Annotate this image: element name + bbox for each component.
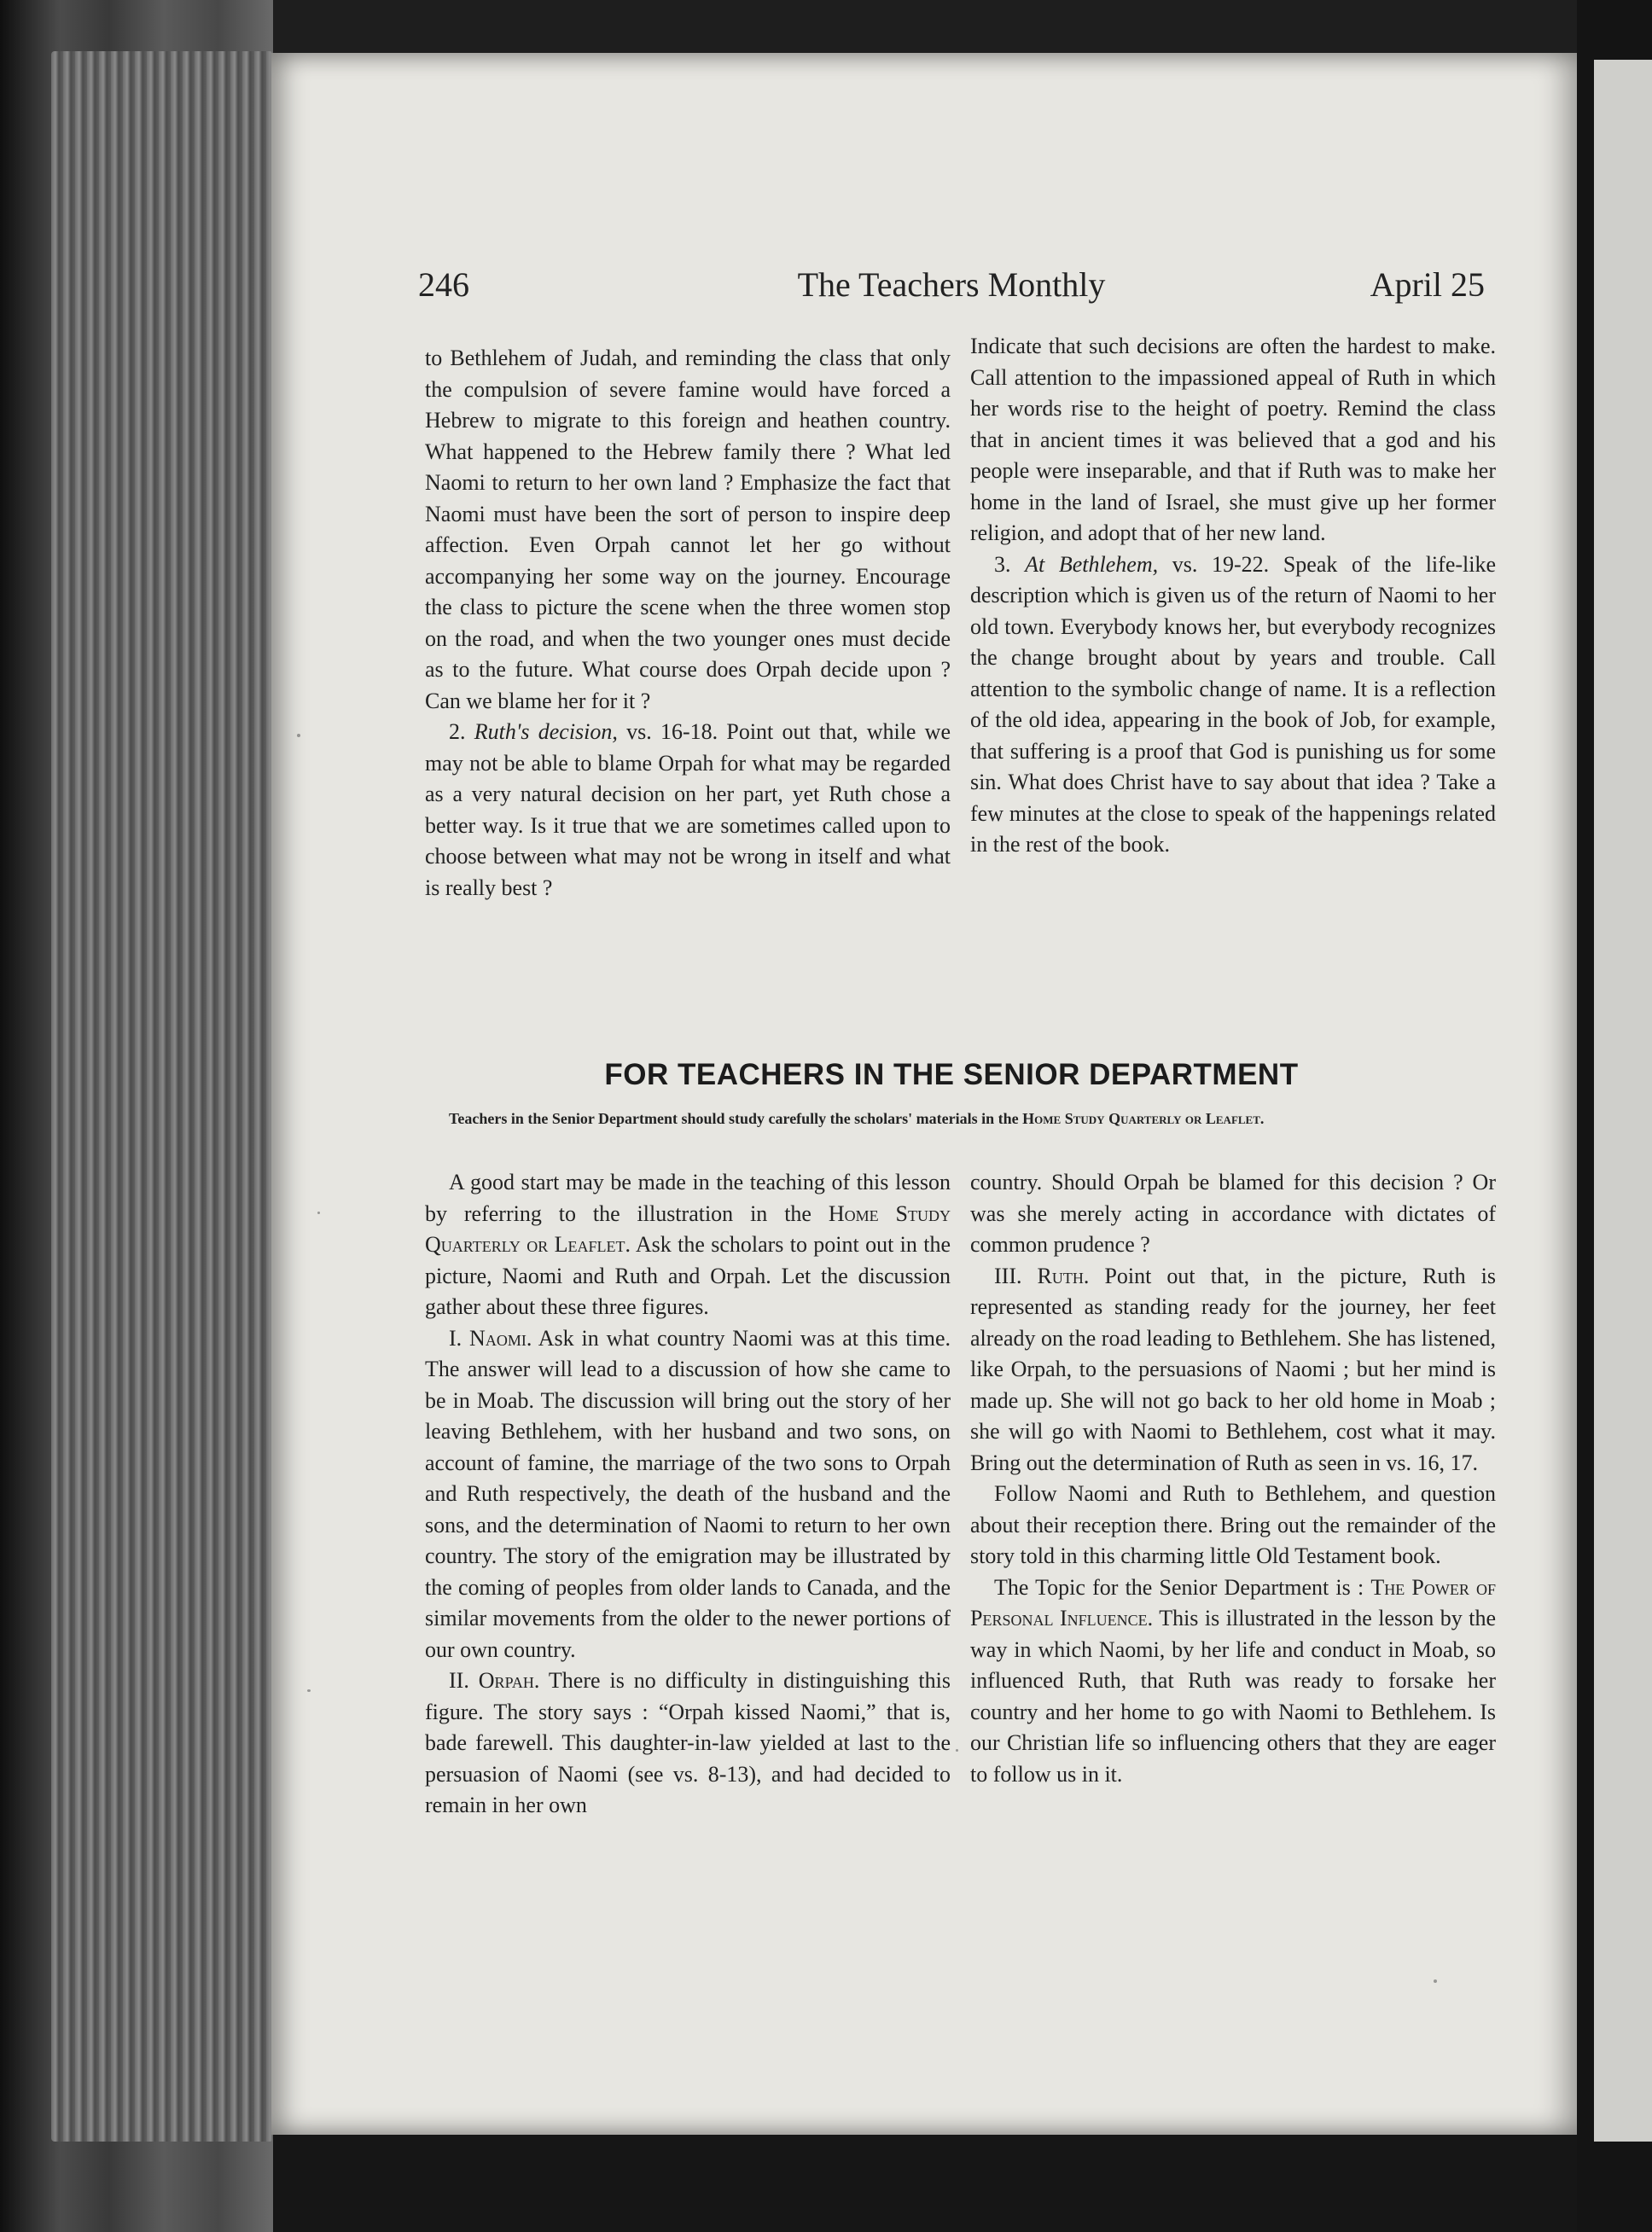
facing-page-edge	[1594, 60, 1652, 2142]
paragraph-topic	[970, 1572, 1496, 1791]
item-text: vs. 16-18. Point out that, while we may not be able to blame Orpah for what may be regarded as a very natural decision on her part, yet Ruth chose a better way. Is it true that we are sometimes called upon to choose between what may not be wrong in itself and what is really best ?	[425, 719, 951, 900]
topic-text: The Topic for the Senior Department is :	[994, 1574, 1364, 1600]
speck	[317, 1212, 320, 1214]
item-text: There is no difficulty in distinguishing this figure. The story says : “Orpah kissed Naomi,” that is, bade farewell. This daughter-in-law yielded at last to the persuasion of Naomi (see vs. 8-13), and had decided to remain in her own	[425, 1668, 951, 1817]
column-left-top	[425, 343, 951, 904]
section-heading: FOR TEACHERS IN THE SENIOR DEPARTMENT	[604, 1058, 1299, 1091]
note-text: Teachers in the Senior Department should study carefully the scholars' materials in the	[449, 1110, 1019, 1127]
item-number: II.	[449, 1668, 469, 1693]
intro-text-cont: Ask the scholars to point out in the picture, Naomi and Ruth and Orpah. Let the discussion gather about these three figures.	[425, 1232, 951, 1319]
speck	[297, 734, 300, 737]
section-note	[411, 1109, 1488, 1128]
issue-date: April 25	[1370, 265, 1485, 304]
running-header	[418, 258, 1485, 309]
item-heading: Ruth's decision,	[474, 719, 618, 744]
note-publication: Home Study Quarterly or Leaflet.	[1022, 1110, 1265, 1127]
paragraph-orpah	[425, 1665, 951, 1822]
paragraph-ruths-decision	[425, 717, 951, 904]
paragraph: Indicate that such decisions are often the hardest to make. Call attention to the impassioned appeal of Ruth in which her words rise to the height of poetry. Remind the class that in ancient times it was believed that a god and his people were inseparable, and that if Ruth was to make her home in the land of Israel, she must give up her former religion, and adopt that of her new land.	[970, 334, 1496, 545]
topic-text-cont: This is illustrated in the lesson by the way in which Naomi, by her life and conduct in Moab, so influenced Ruth, that Ruth was ready to forsake her country and her home to go with Naomi to Bethlehem. Is our Christian life so influencing others that they are eager to follow us in it.	[970, 1606, 1497, 1787]
item-heading: At Bethlehem,	[1025, 551, 1159, 577]
column-left-bottom	[425, 1167, 951, 1822]
page-number: 246	[418, 265, 469, 304]
paragraph-ruth	[970, 1261, 1496, 1479]
paragraph-at-bethlehem	[970, 549, 1496, 861]
column-right-bottom	[970, 1167, 1496, 1790]
item-text: vs. 19-22. Speak of the life-like description which is given us of the return of Naomi to her old town. Everybody knows her, but everybody recognizes the change brought about by years and trouble. Call attention to the symbolic change of name. It is a reflection of the old idea, appearing in the book of Job, for example, that suffering is a proof that God is punishing us for some sin. What does Christ have to say about that idea ? Take a few minutes at the close to speak of the happenings related in the rest of the book.	[970, 551, 1496, 857]
item-label: Orpah.	[478, 1668, 540, 1693]
item-number: I.	[449, 1325, 462, 1351]
item-number: 2.	[449, 719, 466, 744]
column-right-top	[970, 331, 1496, 861]
intro-text: A good start may be made in the teaching of this lesson by referring to the illustration in the	[425, 1170, 951, 1226]
item-label: Ruth.	[1037, 1263, 1090, 1288]
paragraph-naomi	[425, 1323, 951, 1666]
paragraph-continued: country. Should Orpah be blamed for this decision ? Or was she merely acting in accordance with dictates of common prudence ?	[970, 1170, 1496, 1257]
intro-publication: Home Study Quarterly or Leaflet.	[425, 1200, 951, 1257]
journal-title: The Teachers Monthly	[797, 265, 1106, 304]
topic-title: The Power of Personal Influence.	[970, 1574, 1497, 1630]
speck	[307, 1689, 311, 1692]
book-page-edges	[51, 51, 273, 2142]
speck	[1434, 1979, 1437, 1983]
item-label: Naomi.	[469, 1325, 532, 1351]
scan-background-bottom	[273, 2135, 1577, 2232]
item-text: Ask in what country Naomi was at this time. The answer will lead to a discussion of how she came to be in Moab. The discussion will bring out the story of her leaving Bethlehem, with her husband and two sons, on account of famine, the marriage of the two sons to Orpah and Ruth respectively, the death of the husband and the sons, and the determination of Naomi to return to her own country. The story of the emigration may be illustrated by the coming of peoples from older lands to Canada, and the similar movements from the older to the newer portions of our own country.	[425, 1325, 951, 1662]
item-number: 3.	[994, 551, 1011, 577]
speck	[956, 1749, 958, 1752]
paragraph: to Bethlehem of Judah, and reminding the class that only the compulsion of severe famine would have forced a Hebrew to migrate to this foreign and heathen country. What happened to the Hebrew family there ? What led Naomi to return to her own land ? Emphasize the fact that Naomi must have been the sort of person to inspire deep affection. Even Orpah cannot let her go without accompanying her some way on the journey. Encourage the class to picture the scene when the three women stop on the road, and when the two younger ones must decide as to the future. What course does Orpah decide upon ? Can we blame her for it ?	[425, 346, 951, 713]
paragraph-follow: Follow Naomi and Ruth to Bethlehem, and question about their reception there. Bring out the remainder of the story told in this charming little Old Testament book.	[970, 1481, 1496, 1568]
item-text: Point out that, in the picture, Ruth is represented as standing ready for the journey, her feet already on the road leading to Bethlehem. She has listened, like Orpah, to the persuasions of Naomi ; but her mind is made up. She will not go back to her old home in Moab ; she will go with Naomi to Bethlehem, cost what it may. Bring out the determination of Ruth as seen in vs. 16, 17.	[970, 1263, 1497, 1475]
paragraph-intro	[425, 1167, 951, 1323]
item-number: III.	[994, 1263, 1022, 1288]
